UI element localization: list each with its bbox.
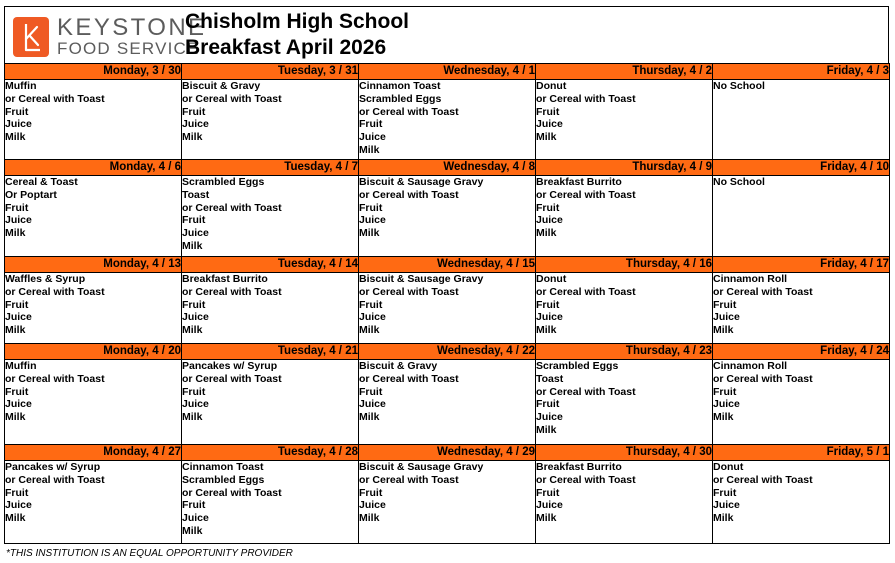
menu-item: Fruit: [182, 298, 206, 311]
menu-item: Juice: [536, 311, 563, 324]
menu-item: or Cereal with Toast: [536, 473, 636, 486]
menu-item: or Cereal with Toast: [536, 188, 636, 201]
menu-item: Milk: [359, 411, 380, 424]
menu-item: Fruit: [536, 398, 560, 411]
menu-sheet: [4, 6, 889, 544]
menu-item: Milk: [536, 227, 557, 240]
day-label-thursday: Thursday, 4 / 16: [536, 257, 713, 273]
menu-cell-tuesday: [182, 461, 359, 544]
menu-item: Juice: [536, 214, 563, 227]
menu-item: Juice: [5, 311, 32, 324]
menu-item: or Cereal with Toast: [5, 473, 105, 486]
title-block: [185, 9, 409, 61]
day-label-tuesday: Tuesday, 3 / 31: [182, 64, 359, 80]
menu-item: Milk: [182, 239, 203, 252]
menu-item: Milk: [5, 324, 26, 337]
menu-item: Milk: [713, 324, 734, 337]
menu-item: Biscuit & Sausage Gravy: [359, 273, 484, 285]
day-label-monday: Monday, 4 / 20: [5, 344, 182, 360]
menu-item: Scrambled Eggs: [359, 92, 442, 105]
menu-cell-monday: [5, 360, 182, 445]
menu-cell-wednesday: [359, 176, 536, 257]
page-header: [4, 6, 889, 63]
menu-item: or Cereal with Toast: [5, 92, 105, 105]
menu-item: Milk: [182, 411, 203, 424]
menu-item: Juice: [713, 499, 740, 512]
menu-item: or Cereal with Toast: [536, 285, 636, 298]
menu-item: Juice: [359, 499, 386, 512]
menu-cell-thursday: [536, 461, 713, 544]
day-label-wednesday: Wednesday, 4 / 1: [359, 64, 536, 80]
day-label-monday: Monday, 4 / 6: [5, 160, 182, 176]
day-label-friday: Friday, 5 / 1: [713, 445, 890, 461]
menu-item: Fruit: [536, 201, 560, 214]
day-header-row: [5, 160, 890, 176]
menu-item: Fruit: [536, 298, 560, 311]
menu-item: Juice: [713, 311, 740, 324]
day-label-monday: Monday, 4 / 27: [5, 445, 182, 461]
menu-cell-friday: [713, 461, 890, 544]
menu-item: Scrambled Eggs: [182, 176, 265, 188]
menu-item: Fruit: [5, 105, 29, 118]
menu-item: or Cereal with Toast: [359, 372, 459, 385]
keystone-logo: [13, 14, 207, 59]
menu-item: Juice: [5, 118, 32, 131]
menu-item: Juice: [359, 398, 386, 411]
menu-cell-thursday: [536, 80, 713, 160]
menu-cell-tuesday: [182, 360, 359, 445]
menu-item: or Cereal with Toast: [359, 285, 459, 298]
menu-row: [5, 461, 890, 544]
menu-item: Fruit: [713, 486, 737, 499]
menu-item: Juice: [536, 411, 563, 424]
day-label-tuesday: Tuesday, 4 / 28: [182, 445, 359, 461]
menu-item: Cinnamon Roll: [713, 360, 788, 372]
menu-title: Breakfast April 2026: [185, 36, 387, 59]
day-label-tuesday: Tuesday, 4 / 7: [182, 160, 359, 176]
menu-cell-wednesday: [359, 273, 536, 344]
menu-item: Fruit: [359, 385, 383, 398]
day-label-wednesday: Wednesday, 4 / 8: [359, 160, 536, 176]
menu-item: Donut: [713, 461, 744, 473]
menu-item: Juice: [182, 227, 209, 240]
menu-item: or Cereal with Toast: [182, 372, 282, 385]
menu-item: Muffin: [5, 360, 37, 372]
menu-cell-monday: [5, 273, 182, 344]
menu-item: or Cereal with Toast: [5, 285, 105, 298]
logo-keystone-text: KEYSTONE: [57, 14, 207, 41]
menu-item: Juice: [5, 214, 32, 227]
menu-cell-monday: [5, 80, 182, 160]
menu-item: Breakfast Burrito: [536, 461, 622, 473]
menu-item: Juice: [182, 311, 209, 324]
day-label-tuesday: Tuesday, 4 / 14: [182, 257, 359, 273]
menu-item: Milk: [5, 227, 26, 240]
menu-item: Fruit: [713, 385, 737, 398]
school-name: Chisholm High School: [185, 10, 409, 33]
menu-item: Milk: [536, 324, 557, 337]
menu-item: Waffles & Syrup: [5, 273, 86, 285]
day-label-friday: Friday, 4 / 3: [713, 64, 890, 80]
menu-item: Or Poptart: [5, 188, 57, 201]
menu-item: Fruit: [359, 201, 383, 214]
day-label-thursday: Thursday, 4 / 9: [536, 160, 713, 176]
menu-item: Breakfast Burrito: [182, 273, 268, 285]
menu-cell-thursday: [536, 360, 713, 445]
menu-item: or Cereal with Toast: [536, 385, 636, 398]
menu-item: or Cereal with Toast: [713, 285, 813, 298]
menu-item: Juice: [359, 311, 386, 324]
menu-item: Cinnamon Roll: [713, 273, 788, 285]
menu-cell-thursday: [536, 273, 713, 344]
menu-item: Fruit: [5, 486, 29, 499]
menu-item: Fruit: [182, 105, 206, 118]
menu-item: Cinnamon Toast: [359, 80, 441, 92]
day-label-thursday: Thursday, 4 / 23: [536, 344, 713, 360]
menu-item: or Cereal with Toast: [536, 92, 636, 105]
menu-item: Milk: [359, 227, 380, 240]
menu-row: [5, 273, 890, 344]
menu-item: Pancakes w/ Syrup: [5, 461, 101, 473]
day-label-monday: Monday, 4 / 13: [5, 257, 182, 273]
menu-item: or Cereal with Toast: [359, 188, 459, 201]
menu-item: Fruit: [5, 385, 29, 398]
day-label-wednesday: Wednesday, 4 / 22: [359, 344, 536, 360]
menu-item: Milk: [536, 131, 557, 144]
menu-item: Biscuit & Sausage Gravy: [359, 461, 484, 473]
menu-row: [5, 360, 890, 445]
day-label-friday: Friday, 4 / 17: [713, 257, 890, 273]
menu-item: Milk: [536, 512, 557, 525]
menu-item: Fruit: [359, 298, 383, 311]
menu-item: Juice: [182, 512, 209, 525]
day-header-row: [5, 257, 890, 273]
menu-item: or Cereal with Toast: [713, 372, 813, 385]
menu-item: Toast: [536, 372, 564, 385]
menu-item: Fruit: [359, 486, 383, 499]
menu-row: [5, 80, 890, 160]
menu-item: Milk: [5, 411, 26, 424]
menu-item: or Cereal with Toast: [359, 473, 459, 486]
menu-cell-monday: [5, 176, 182, 257]
menu-item: Scrambled Eggs: [182, 473, 265, 486]
menu-item: Cinnamon Toast: [182, 461, 264, 473]
menu-item: Biscuit & Sausage Gravy: [359, 176, 484, 188]
menu-item: Juice: [536, 118, 563, 131]
menu-item: Fruit: [182, 499, 206, 512]
menu-item: Fruit: [5, 298, 29, 311]
menu-item: No School: [713, 176, 765, 188]
menu-item: Juice: [182, 118, 209, 131]
menu-item: Pancakes w/ Syrup: [182, 360, 278, 372]
menu-item: Milk: [182, 524, 203, 537]
menu-item: Juice: [182, 398, 209, 411]
menu-cell-friday: [713, 176, 890, 257]
menu-item: Milk: [182, 324, 203, 337]
menu-item: Scrambled Eggs: [536, 360, 619, 372]
menu-cell-tuesday: [182, 80, 359, 160]
day-header-row: [5, 344, 890, 360]
menu-item: or Cereal with Toast: [5, 372, 105, 385]
menu-item: No School: [713, 80, 765, 92]
menu-item: Milk: [359, 324, 380, 337]
day-label-wednesday: Wednesday, 4 / 29: [359, 445, 536, 461]
menu-item: Juice: [5, 398, 32, 411]
menu-cell-wednesday: [359, 80, 536, 160]
menu-item: Milk: [182, 131, 203, 144]
menu-item: Biscuit & Gravy: [359, 360, 438, 372]
menu-item: Breakfast Burrito: [536, 176, 622, 188]
menu-item: Juice: [359, 214, 386, 227]
menu-item: Milk: [5, 512, 26, 525]
menu-item: Juice: [536, 499, 563, 512]
menu-item: Juice: [713, 398, 740, 411]
menu-item: Milk: [713, 411, 734, 424]
day-header-row: [5, 64, 890, 80]
day-label-friday: Friday, 4 / 24: [713, 344, 890, 360]
menu-item: Donut: [536, 273, 567, 285]
menu-cell-thursday: [536, 176, 713, 257]
menu-cell-monday: [5, 461, 182, 544]
logo-food-service-text: FOOD SERVICE: [57, 39, 200, 58]
menu-item: Fruit: [359, 118, 383, 131]
breakfast-calendar: [4, 63, 890, 544]
menu-cell-friday: [713, 80, 890, 160]
menu-item: Cereal & Toast: [5, 176, 78, 188]
menu-item: Fruit: [713, 298, 737, 311]
equal-opportunity-notice: *THIS INSTITUTION IS AN EQUAL OPPORTUNITY PROVIDER: [6, 548, 293, 559]
menu-item: Fruit: [536, 105, 560, 118]
menu-item: Milk: [5, 131, 26, 144]
menu-item: Fruit: [536, 486, 560, 499]
menu-item: Fruit: [182, 214, 206, 227]
menu-cell-tuesday: [182, 273, 359, 344]
menu-item: Juice: [359, 131, 386, 144]
menu-item: Donut: [536, 80, 567, 92]
menu-item: Milk: [359, 143, 380, 156]
menu-item: Juice: [5, 499, 32, 512]
menu-item: Milk: [536, 423, 557, 436]
menu-item: Milk: [713, 512, 734, 525]
menu-cell-wednesday: [359, 461, 536, 544]
menu-item: Toast: [182, 188, 210, 201]
menu-item: Milk: [359, 512, 380, 525]
menu-item: or Cereal with Toast: [182, 486, 282, 499]
menu-item: or Cereal with Toast: [182, 92, 282, 105]
menu-item: or Cereal with Toast: [359, 105, 459, 118]
menu-item: or Cereal with Toast: [182, 201, 282, 214]
day-label-friday: Friday, 4 / 10: [713, 160, 890, 176]
day-label-thursday: Thursday, 4 / 2: [536, 64, 713, 80]
menu-row: [5, 176, 890, 257]
menu-cell-friday: [713, 360, 890, 445]
day-label-thursday: Thursday, 4 / 30: [536, 445, 713, 461]
menu-item: or Cereal with Toast: [182, 285, 282, 298]
menu-item: or Cereal with Toast: [713, 473, 813, 486]
menu-item: Biscuit & Gravy: [182, 80, 261, 92]
keystone-k-icon: [13, 17, 49, 57]
day-label-wednesday: Wednesday, 4 / 15: [359, 257, 536, 273]
menu-cell-wednesday: [359, 360, 536, 445]
day-header-row: [5, 445, 890, 461]
menu-item: Fruit: [5, 201, 29, 214]
menu-cell-tuesday: [182, 176, 359, 257]
menu-cell-friday: [713, 273, 890, 344]
day-label-monday: Monday, 3 / 30: [5, 64, 182, 80]
menu-item: Fruit: [182, 385, 206, 398]
menu-item: Muffin: [5, 80, 37, 92]
day-label-tuesday: Tuesday, 4 / 21: [182, 344, 359, 360]
